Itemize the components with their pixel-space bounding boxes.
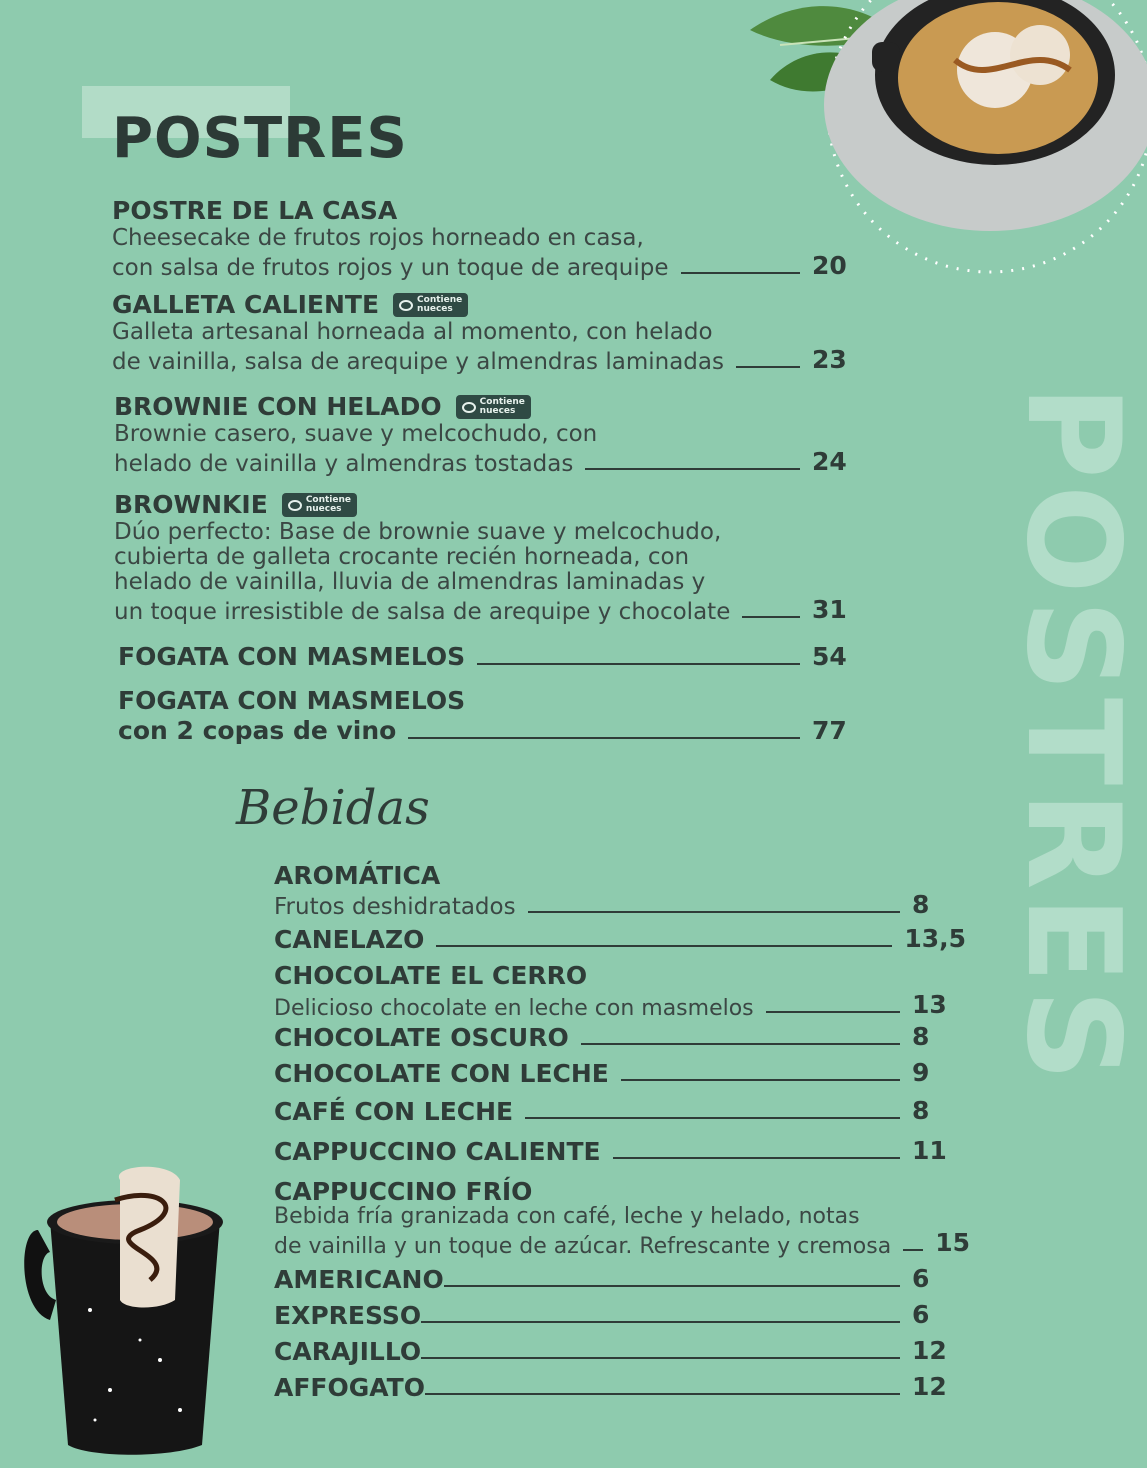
drink-item-cappuccino-frio — [274, 1177, 970, 1259]
nut-icon — [399, 300, 413, 311]
price-leader-line — [736, 366, 800, 368]
price-leader-line — [528, 911, 900, 913]
price-leader-line — [477, 663, 800, 665]
contains-nuts-badge: Contiene nueces — [282, 493, 357, 517]
item-description: Dúo perfecto: Base de brownie suave y melcochudo, — [114, 519, 722, 545]
item-price: 12 — [912, 1336, 947, 1365]
price-leader-line — [408, 737, 800, 739]
price-leader-line — [421, 1321, 900, 1323]
contains-nuts-badge: Contiene nueces — [456, 395, 531, 419]
drink-item-chocolate-oscuro — [274, 1022, 966, 1052]
menu-item-brownkie — [114, 490, 852, 625]
price-leader-line — [421, 1357, 900, 1359]
price-leader-line — [766, 1011, 900, 1013]
drink-item-chocolate-el-cerro — [274, 962, 966, 1020]
item-name: CAFÉ CON LECHE — [274, 1097, 514, 1126]
item-price: 11 — [912, 1136, 947, 1165]
item-name: CHOCOLATE OSCURO — [274, 1023, 569, 1052]
drink-item-canelazo — [274, 924, 966, 954]
item-price: 8 — [912, 1096, 930, 1125]
price-leader-line — [436, 945, 892, 947]
item-name: BROWNKIE — [114, 490, 268, 519]
price-leader-line — [742, 616, 800, 618]
item-price: 6 — [912, 1300, 930, 1329]
price-leader-line — [444, 1285, 900, 1287]
item-price: 6 — [912, 1264, 930, 1293]
page-title: POSTRES — [112, 106, 408, 171]
menu-item-brownie-con-helado — [114, 392, 852, 477]
item-price: 9 — [912, 1058, 930, 1087]
menu-item-postre-de-la-casa — [112, 196, 852, 281]
menu-item-fogata-vino — [118, 686, 852, 746]
item-name: CHOCOLATE CON LECHE — [274, 1059, 609, 1088]
item-price: 12 — [912, 1372, 947, 1401]
price-leader-line — [581, 1043, 900, 1045]
drink-item-carajillo — [274, 1336, 966, 1366]
drink-item-aromatica — [274, 862, 966, 920]
item-price: 8 — [912, 1022, 930, 1051]
price-leader-line — [425, 1393, 900, 1395]
item-name: CHOCOLATE EL CERRO — [274, 961, 588, 990]
item-price: 23 — [812, 345, 847, 374]
item-name: FOGATA CON MASMELOS — [118, 686, 466, 715]
item-name: CAPPUCCINO FRÍO — [274, 1177, 533, 1206]
item-price: 31 — [812, 595, 847, 624]
item-description: de vainilla y un toque de azúcar. Refrescante y cremosa — [274, 1234, 892, 1259]
contains-nuts-badge: Contiene nueces — [393, 293, 468, 317]
item-description: helado de vainilla, lluvia de almendras laminadas y — [114, 569, 706, 595]
item-description: de vainilla, salsa de arequipe y almendras laminadas — [112, 349, 724, 375]
item-name: BROWNIE CON HELADO — [114, 392, 442, 421]
item-description: Delicioso chocolate en leche con masmelos — [274, 996, 754, 1021]
item-price: 15 — [935, 1228, 970, 1257]
price-leader-line — [613, 1157, 900, 1159]
drink-item-expresso — [274, 1300, 966, 1330]
item-price: 20 — [812, 251, 847, 280]
item-description: con salsa de frutos rojos y un toque de arequipe — [112, 255, 669, 281]
item-name: GALLETA CALIENTE — [112, 290, 380, 319]
item-description: Bebida fría granizada con café, leche y helado, notas — [274, 1204, 860, 1229]
item-name: POSTRE DE LA CASA — [112, 196, 398, 225]
item-description: Cheesecake de frutos rojos horneado en casa, — [112, 225, 644, 251]
item-description: Galleta artesanal horneada al momento, con helado — [112, 319, 713, 345]
item-name-line2: con 2 copas de vino — [118, 716, 397, 745]
item-name: CARAJILLO — [274, 1337, 422, 1366]
item-price: 13,5 — [904, 924, 966, 953]
item-description: cubierta de galleta crocante recién horneada, con — [114, 544, 690, 570]
drinks-heading: Bebidas — [236, 780, 430, 836]
item-price: 54 — [812, 642, 847, 671]
drink-item-cafe-con-leche — [274, 1096, 966, 1126]
hot-chocolate-mug-photo — [20, 1160, 240, 1460]
nut-icon — [288, 500, 302, 511]
price-leader-line — [681, 272, 800, 274]
item-name: EXPRESSO — [274, 1301, 422, 1330]
item-description: Brownie casero, suave y melcochudo, con — [114, 421, 598, 447]
price-leader-line — [525, 1117, 900, 1119]
item-description: un toque irresistible de salsa de arequipe y chocolate — [114, 599, 731, 625]
item-name: AFFOGATO — [274, 1373, 425, 1402]
item-price: 24 — [812, 447, 847, 476]
item-name: AMERICANO — [274, 1265, 444, 1294]
price-leader-line — [585, 468, 800, 470]
price-leader-line — [621, 1079, 900, 1081]
vertical-watermark-text: POSTRES — [998, 385, 1147, 1088]
item-price: 13 — [912, 990, 947, 1019]
item-description: Frutos deshidratados — [274, 894, 516, 920]
menu-item-fogata — [118, 642, 852, 672]
item-name: AROMÁTICA — [274, 861, 441, 890]
drink-item-affogato — [274, 1372, 966, 1402]
item-description: helado de vainilla y almendras tostadas — [114, 451, 574, 477]
nut-icon — [462, 402, 476, 413]
price-leader-line — [903, 1249, 923, 1251]
drink-item-americano — [274, 1264, 966, 1294]
item-name: CANELAZO — [274, 925, 425, 954]
item-price: 8 — [912, 890, 930, 919]
drink-item-chocolate-con-leche — [274, 1058, 966, 1088]
item-name: CAPPUCCINO CALIENTE — [274, 1137, 601, 1166]
item-price: 77 — [812, 716, 847, 745]
item-name: FOGATA CON MASMELOS — [118, 642, 466, 671]
drink-item-cappuccino-caliente — [274, 1136, 966, 1166]
menu-item-galleta-caliente — [112, 290, 852, 375]
